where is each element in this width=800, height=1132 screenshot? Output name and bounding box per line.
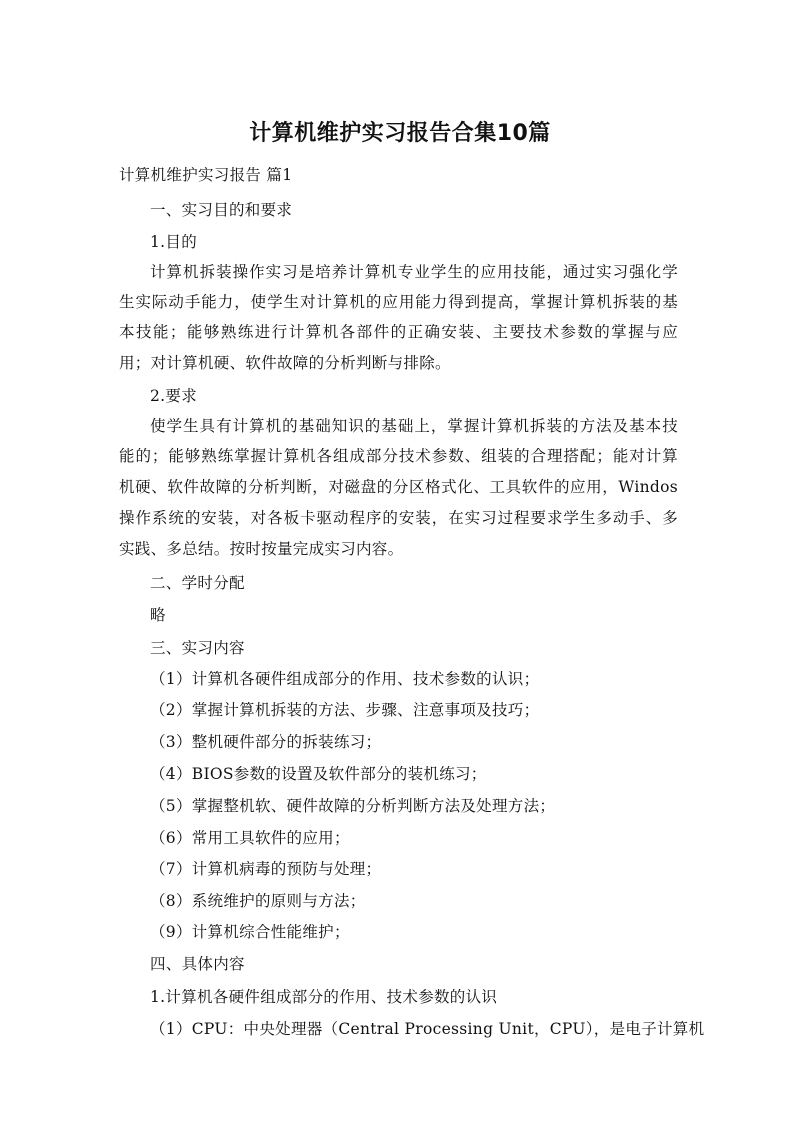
section-heading-details: 四、具体内容 <box>150 955 245 973</box>
content-list-item: （7）计算机病毒的预防与处理； <box>150 860 382 878</box>
subheading-requirements: 2.要求 <box>150 387 197 405</box>
document-title: 计算机维护实习报告合集10篇 <box>249 121 551 146</box>
requirements-paragraph-line: 使学生具有计算机的基础知识的基础上，掌握计算机拆装的方法及基本技 <box>150 417 678 435</box>
section-heading-hours: 二、学时分配 <box>150 574 245 592</box>
requirements-paragraph-line: 操作系统的安装，对各板卡驱动程序的安装，在实习过程要求学生多动手、多 <box>119 509 678 527</box>
purpose-paragraph-line: 生实际动手能力，使学生对计算机的应用能力得到提高，掌握计算机拆装的基 <box>119 293 678 311</box>
content-list-item: （4）BIOS参数的设置及软件部分的装机练习； <box>150 765 487 783</box>
section-heading-objectives: 一、实习目的和要求 <box>150 201 293 219</box>
purpose-paragraph-line: 用；对计算机硬、软件故障的分析判断与排除。 <box>119 354 451 372</box>
details-paragraph-line: （1）CPU：中央处理器（Central Processing Unit，CPU），是电子计算机 <box>150 1020 705 1038</box>
subheading-purpose: 1.目的 <box>150 233 197 251</box>
content-list-item: （3）整机硬件部分的拆装练习； <box>150 733 382 751</box>
requirements-paragraph-line: 能的；能够熟练掌握计算机各组成部分技术参数、组装的合理搭配；能对计算 <box>119 447 678 465</box>
purpose-paragraph-line: 计算机拆装操作实习是培养计算机专业学生的应用技能，通过实习强化学 <box>150 263 678 281</box>
purpose-paragraph-line: 本技能；能够熟练进行计算机各部件的正确安装、主要技术参数的掌握与应 <box>119 323 678 341</box>
content-list-item: （9）计算机综合性能维护； <box>150 923 350 941</box>
requirements-paragraph-line: 机硬、软件故障的分析判断，对磁盘的分区格式化、工具软件的应用，Windos <box>119 478 678 496</box>
content-list-item: （6）常用工具软件的应用； <box>150 829 350 847</box>
content-list-item: （2）掌握计算机拆装的方法、步骤、注意事项及技巧； <box>150 701 540 719</box>
requirements-paragraph-line: 实践、多总结。按时按量完成实习内容。 <box>119 540 404 558</box>
hours-body: 略 <box>150 606 166 624</box>
content-list-item: （1）计算机各硬件组成部分的作用、技术参数的认识； <box>150 670 540 688</box>
section-heading-content: 三、实习内容 <box>150 639 245 657</box>
details-subheading: 1.计算机各硬件组成部分的作用、技术参数的认识 <box>150 988 498 1006</box>
report-subtitle: 计算机维护实习报告 篇1 <box>119 166 293 184</box>
content-list-item: （8）系统维护的原则与方法； <box>150 892 366 910</box>
content-list-item: （5）掌握整机软、硬件故障的分析判断方法及处理方法； <box>150 797 556 815</box>
